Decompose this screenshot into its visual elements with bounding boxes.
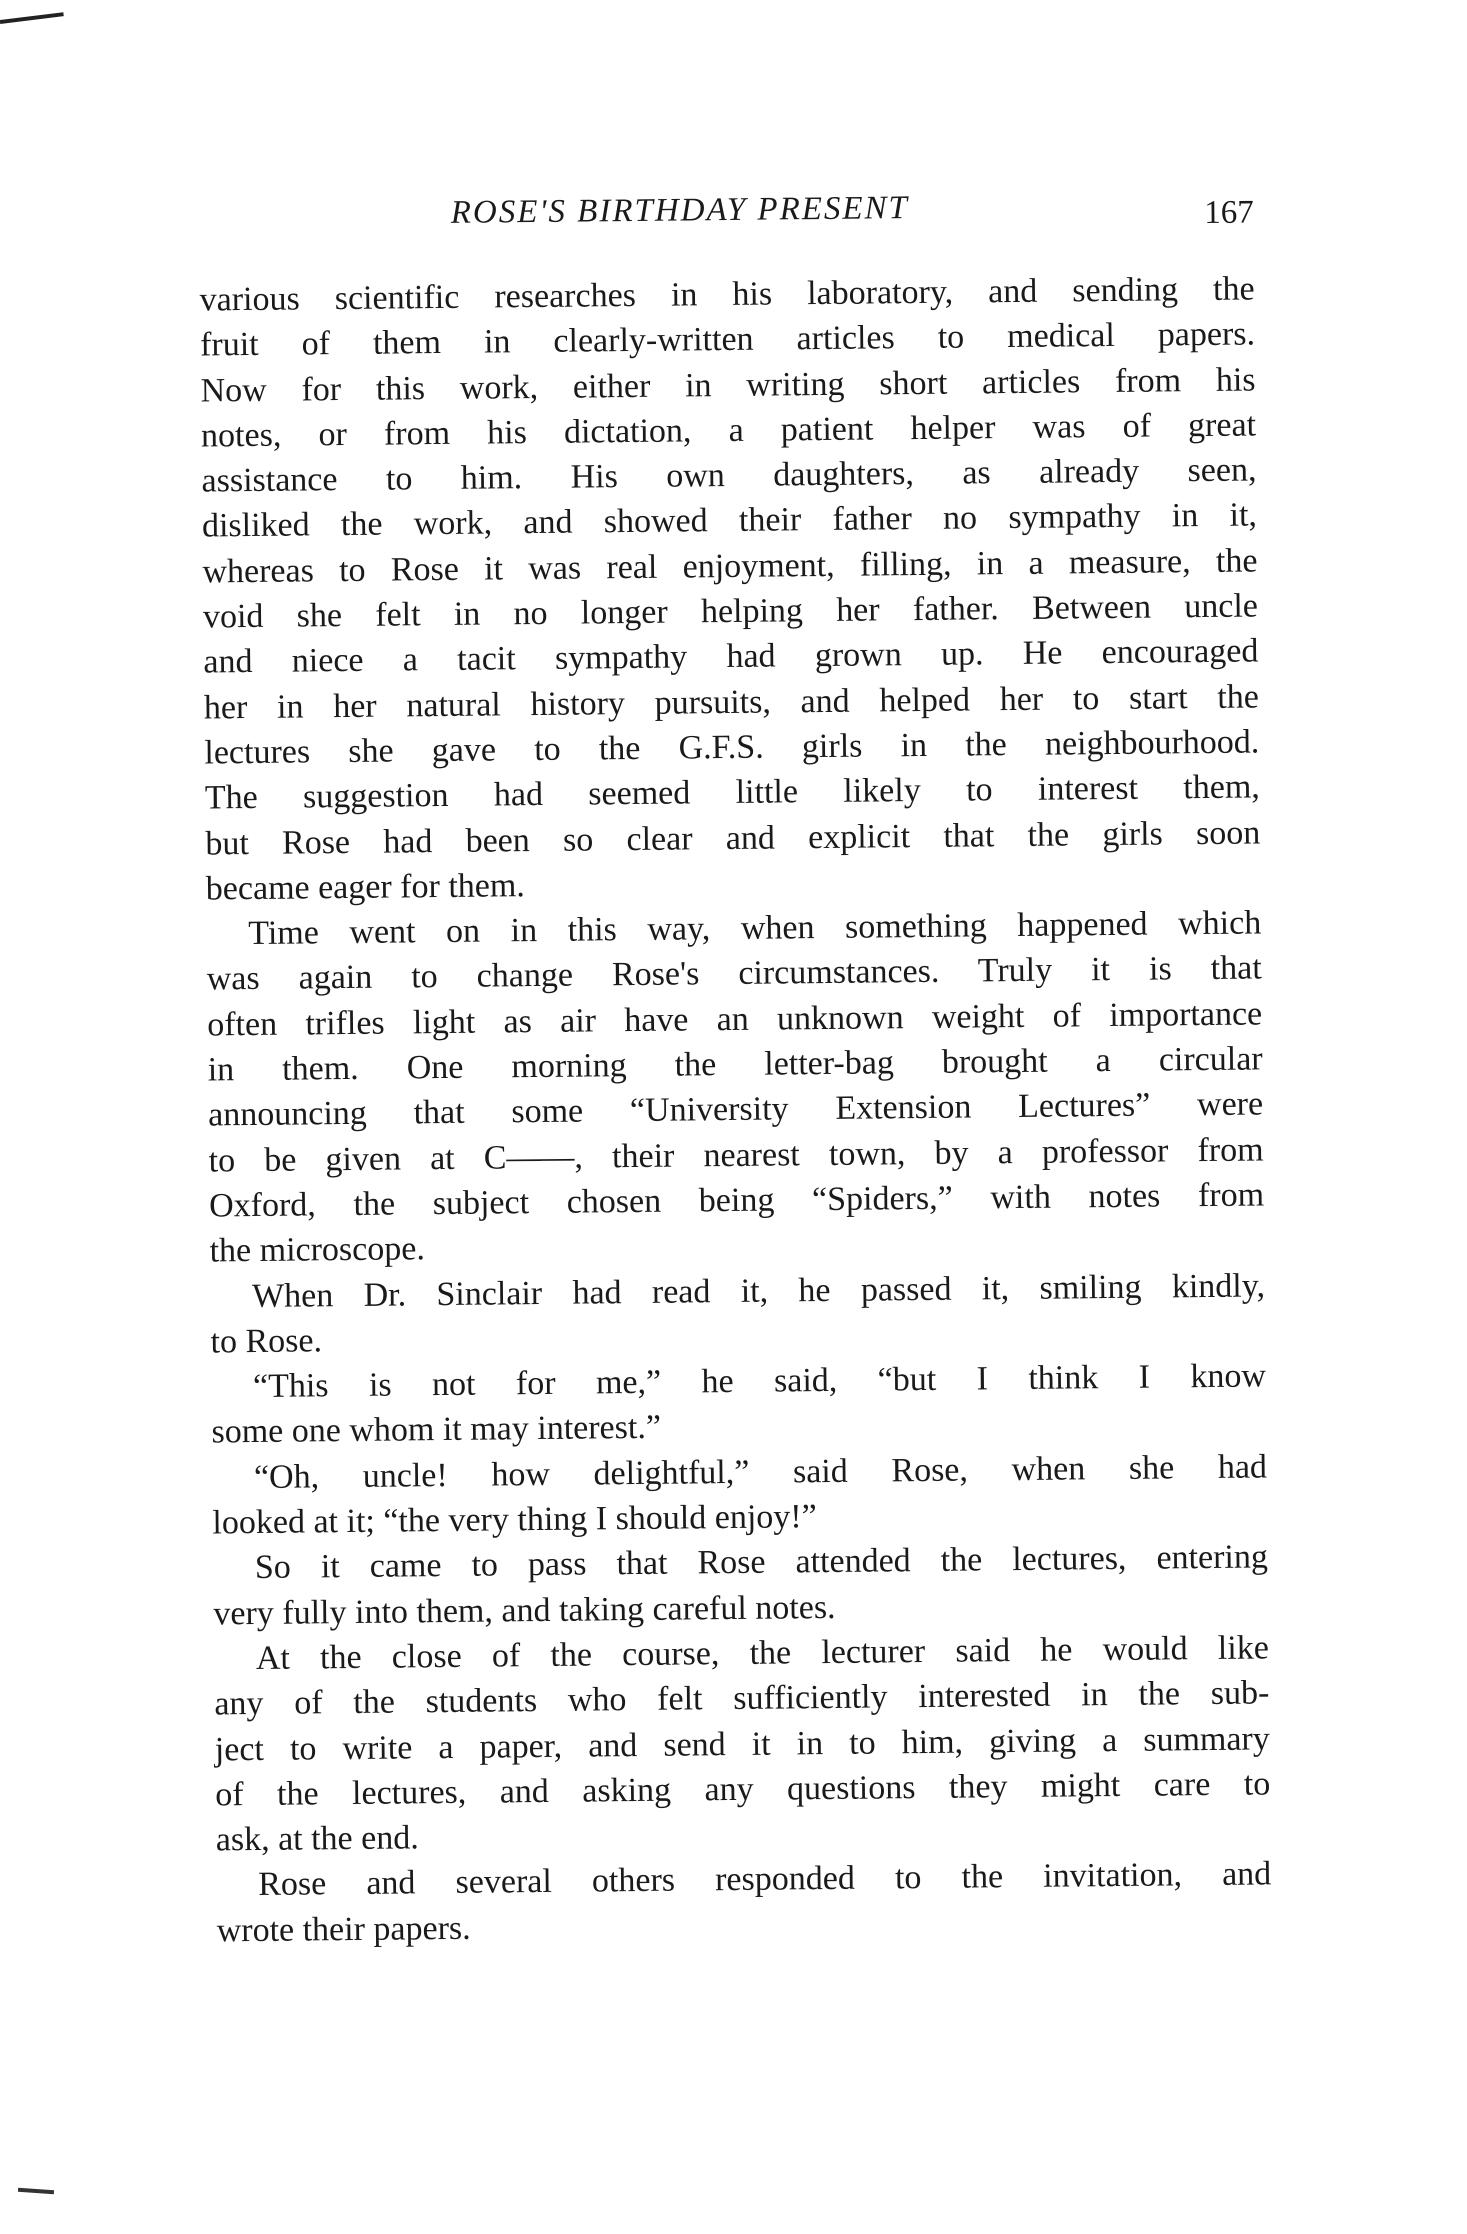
- text-line: fruit of them in clearly-written articles to medical papers.: [199, 315, 1256, 364]
- text-line: to be given at C——, their nearest town, by a professor from: [208, 1131, 1264, 1180]
- text-line: Rose and several others responded to the invitation, and: [258, 1855, 1272, 1904]
- paragraph: [216, 1852, 1272, 1954]
- text-line: notes, or from his dictation, a patient helper was of great: [200, 406, 1257, 455]
- text-line: and niece a tacit sympathy had grown up. He encouraged: [203, 632, 1259, 681]
- text-line: Oxford, the subject chosen being “Spiders,” with notes from: [208, 1176, 1265, 1225]
- text-line: When Dr. Sinclair had read it, he passed it, smiling kindly,: [251, 1266, 1266, 1315]
- scan-corner-mark-bottom: [18, 2188, 54, 2195]
- text-line: to Rose.: [210, 1322, 323, 1361]
- text-line: looked at it; “the very thing I should enjoy!”: [212, 1498, 817, 1542]
- text-line: often trifles light as air have an unknown weight of importance: [207, 995, 1263, 1044]
- text-line: assistance to him. His own daughters, as already seen,: [201, 451, 1257, 500]
- page-header: [199, 180, 1255, 255]
- text-line: became eager for them.: [205, 867, 526, 908]
- text-line: various scientific researches in his laboratory, and sending the: [199, 270, 1255, 319]
- text-line: some one whom it may interest.”: [211, 1409, 662, 1451]
- text-line: her in her natural history pursuits, and helped her to start the: [203, 678, 1260, 727]
- scan-corner-mark-top: [0, 12, 64, 24]
- paragraph: [199, 266, 1261, 911]
- text-line: Time went on in this way, when something happened which: [248, 904, 1262, 953]
- text-line: was again to change Rose's circumstances. Truly it is that: [206, 949, 1262, 998]
- text-line: wrote their papers.: [216, 1909, 471, 1950]
- text-line: Now for this work, either in writing short articles from his: [200, 361, 1256, 410]
- text-line: At the close of the course, the lecturer said he would like: [255, 1629, 1270, 1677]
- paragraph: [213, 1535, 1269, 1637]
- paragraph: [214, 1625, 1271, 1863]
- running-title: ROSE'S BIRTHDAY PRESENT: [450, 190, 910, 231]
- text-line: So it came to pass that Rose attended the lectures, entering: [254, 1538, 1269, 1587]
- text-line: void she felt in no longer helping her father. Between uncle: [202, 587, 1259, 636]
- text-line: of the lectures, and asking any questions they might care to: [215, 1765, 1271, 1814]
- text-line: announcing that some “University Extension Lectures” were: [207, 1085, 1264, 1134]
- text-line: The suggestion had seemed little likely to interest them,: [204, 768, 1260, 817]
- text-line: any of the students who felt sufficiently interested in the sub-: [214, 1674, 1270, 1723]
- text-line: ask, at the end.: [215, 1819, 419, 1859]
- text-line: disliked the work, and showed their father no sympathy in it,: [201, 496, 1258, 545]
- text-line: very fully into them, and taking careful notes.: [213, 1588, 836, 1633]
- text-line: lectures she gave to the G.F.S. girls in the neighbourhood.: [204, 723, 1260, 772]
- text-line: “This is not for me,” he said, “but I think I know: [252, 1357, 1267, 1406]
- paragraph: [212, 1444, 1268, 1546]
- body-text: [199, 266, 1271, 1953]
- text-line: in them. One morning the letter-bag brought a circular: [207, 1040, 1263, 1089]
- text-line: but Rose had been so clear and explicit that the girls soon: [205, 814, 1261, 863]
- text-line: “Oh, uncle! how delightful,” said Rose, when she had: [253, 1448, 1268, 1496]
- paragraph: [211, 1354, 1267, 1456]
- paragraph: [210, 1263, 1266, 1365]
- text-line: the microscope.: [209, 1230, 426, 1270]
- text-line: whereas to Rose it was real enjoyment, filling, in a measure, the: [202, 542, 1258, 591]
- page-number: 167: [1204, 194, 1254, 231]
- text-line: ject to write a paper, and send it in to him, giving a summary: [214, 1719, 1270, 1768]
- paragraph: [206, 901, 1265, 1274]
